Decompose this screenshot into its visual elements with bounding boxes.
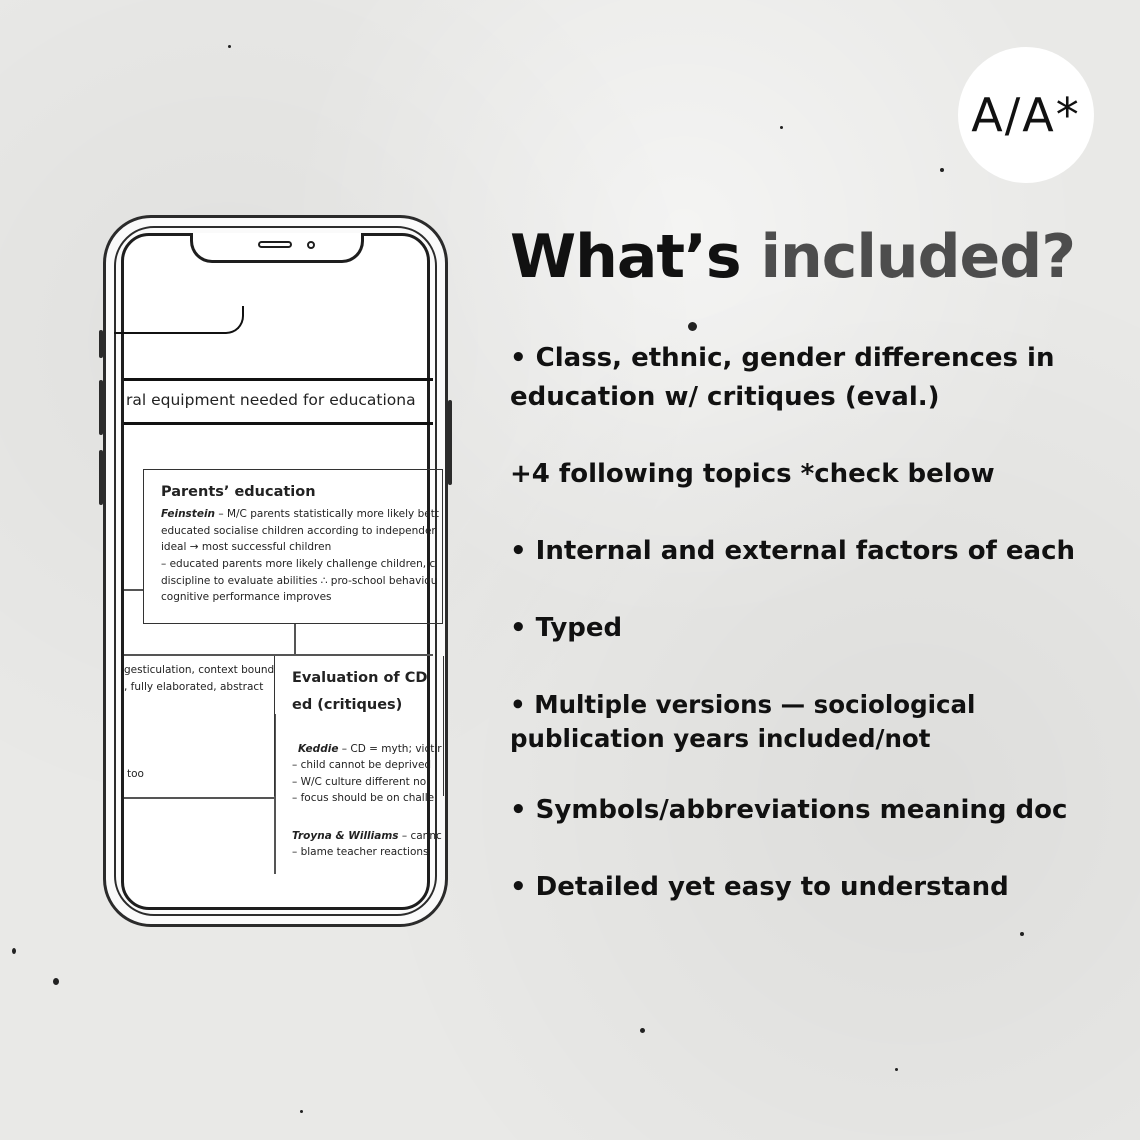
speck (228, 45, 231, 48)
parents-box-line: discipline to evaluate abilities ∴ pro-school behaviou (161, 575, 438, 587)
doc-connector (124, 589, 143, 591)
evaluation-line (292, 828, 442, 845)
doc-rule-top (124, 378, 433, 381)
doc-header-line: ral equipment needed for educationa (126, 391, 416, 409)
evaluation-box-title: Evaluation of CD (292, 670, 428, 686)
list-item: • Typed (510, 613, 623, 643)
speck (300, 1110, 303, 1113)
list-item: • Detailed yet easy to understand (510, 872, 1009, 902)
parents-box-line: cognitive performance improves (161, 591, 332, 603)
evaluation-line: – focus should be on challe (292, 792, 435, 804)
phone-power-button (448, 400, 452, 485)
phone-side-button (99, 330, 103, 358)
phone-volume-up-button (99, 380, 103, 435)
title-part-2: included? (760, 222, 1075, 292)
evaluation-text: – cannc (398, 830, 442, 842)
phone-volume-down-button (99, 450, 103, 505)
evaluation-line (298, 741, 442, 758)
list-item: • Symbols/abbreviations meaning doc (510, 795, 1068, 825)
author-name: Feinstein (161, 508, 216, 520)
evaluation-box-title: ed (critiques) (292, 697, 403, 713)
phone-screen (121, 233, 442, 910)
left-fragment-line: gesticulation, context bound (124, 664, 275, 676)
parents-box-text: – M/C parents statistically more likely bett (215, 508, 439, 520)
parents-box-line: educated socialise children according to independer (161, 525, 436, 537)
speck (895, 1068, 898, 1071)
list-item: • Class, ethnic, gender differences in education w/ critiques (eval.) (510, 343, 1055, 412)
left-fragment-line: , fully elaborated, abstract (124, 681, 264, 693)
left-fragment-line: too (127, 768, 144, 780)
phone-speaker-icon (258, 241, 292, 248)
speck (780, 126, 783, 129)
phone-camera-icon (307, 241, 315, 249)
phone-notch (190, 233, 364, 263)
evaluation-line: – blame teacher reactions (292, 846, 429, 858)
doc-connector (124, 797, 274, 799)
parents-box-line: ideal → most successful children (161, 541, 332, 553)
doc-connector (294, 624, 296, 654)
speck (53, 978, 59, 985)
author-name: Troyna & Williams (292, 830, 399, 842)
speck (940, 168, 944, 172)
list-item: • Internal and external factors of each (510, 536, 1076, 566)
speck (688, 322, 697, 331)
doc-corner-shape (114, 306, 244, 334)
parents-box-title: Parents’ education (161, 484, 316, 500)
page-title (510, 222, 1075, 292)
list-item: • Multiple versions — sociological publication years included/not (510, 690, 976, 753)
logo-text: A/A* (971, 88, 1081, 142)
speck (640, 1028, 645, 1033)
logo-badge (958, 47, 1094, 183)
title-part-1: What’s (510, 222, 761, 292)
author-name: Keddie (298, 743, 339, 755)
speck (1020, 932, 1024, 936)
evaluation-line: – child cannot be deprived (292, 759, 432, 771)
speck (12, 948, 16, 954)
evaluation-text: – CD = myth; victir (338, 743, 442, 755)
list-item: +4 following topics *check below (510, 459, 995, 489)
evaluation-line: – W/C culture different no (292, 776, 427, 788)
parents-box-line: – educated parents more likely challenge children, c (161, 558, 436, 570)
parents-box-line (161, 506, 439, 523)
doc-rule-bottom (124, 422, 433, 425)
